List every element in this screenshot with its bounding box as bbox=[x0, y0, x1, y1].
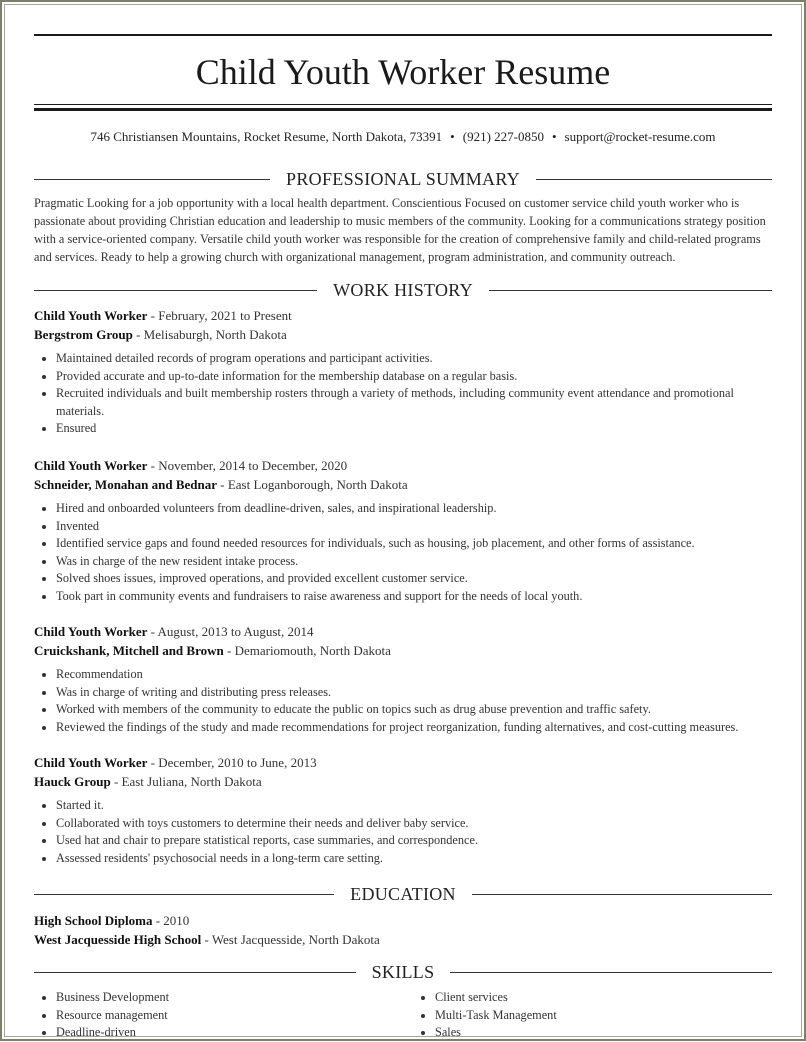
list-item: • Took part in community events and fundraisers to raise awareness and support for the needs of local youth. bbox=[56, 588, 772, 606]
divider bbox=[489, 290, 772, 291]
job-entry bbox=[34, 622, 772, 736]
job-dates: - August, 2013 to August, 2014 bbox=[147, 624, 314, 639]
job-dates: - December, 2010 to June, 2013 bbox=[147, 755, 317, 770]
contact-phone: (921) 227-0850 bbox=[462, 129, 544, 144]
list-item: • Recommendation bbox=[56, 666, 772, 684]
job-location: - East Juliana, North Dakota bbox=[110, 774, 262, 789]
list-item: • Hired and onboarded volunteers from deadline-driven, sales, and inspirational leadership. bbox=[56, 500, 772, 518]
skill-item: • Sales bbox=[435, 1024, 772, 1042]
job-title: Child Youth Worker bbox=[34, 755, 148, 770]
list-item: • Solved shoes issues, improved operations, and provided excellent customer service. bbox=[56, 570, 772, 588]
education-entry bbox=[34, 911, 772, 949]
job-title: Child Youth Worker bbox=[34, 308, 148, 323]
list-item: • Provided accurate and up-to-date information for the membership database on a regular basis. bbox=[56, 368, 772, 386]
degree: High School Diploma bbox=[34, 913, 153, 928]
job-bullets bbox=[34, 666, 772, 736]
divider bbox=[450, 972, 772, 973]
section-title: EDUCATION bbox=[350, 884, 456, 904]
section-title: SKILLS bbox=[371, 962, 435, 982]
job-entry bbox=[34, 753, 772, 867]
header-rule-thick bbox=[34, 108, 772, 111]
list-item: • Maintained detailed records of program operations and participant activities. bbox=[56, 350, 772, 368]
job-title: Child Youth Worker bbox=[34, 624, 148, 639]
job-entry bbox=[34, 456, 772, 606]
divider bbox=[34, 179, 270, 180]
list-item: • Worked with members of the community to educate the public on topics such as drug abuse prevention and traffic safety. bbox=[56, 701, 772, 719]
header-rule-top bbox=[34, 34, 772, 36]
contact-line bbox=[34, 128, 772, 146]
school-location: - West Jacquesside, North Dakota bbox=[201, 932, 380, 947]
section-heading-skills bbox=[34, 961, 772, 983]
list-item: • Used hat and chair to prepare statistical reports, case summaries, and correspondence. bbox=[56, 832, 772, 850]
skill-item: • Deadline-driven bbox=[56, 1024, 393, 1042]
list-item: • Was in charge of the new resident intake process. bbox=[56, 553, 772, 571]
skill-item: • Multi-Task Management bbox=[435, 1007, 772, 1025]
divider bbox=[34, 972, 356, 973]
divider bbox=[472, 894, 772, 895]
section-heading-education bbox=[34, 883, 772, 905]
contact-email[interactable]: support@rocket-resume.com bbox=[564, 129, 716, 144]
job-company: Cruickshank, Mitchell and Brown bbox=[34, 643, 224, 658]
job-location: - Demariomouth, North Dakota bbox=[223, 643, 391, 658]
job-entry bbox=[34, 306, 772, 438]
job-bullets bbox=[34, 500, 772, 606]
divider bbox=[34, 290, 317, 291]
list-item: • Invented bbox=[56, 518, 772, 536]
bullet-separator-icon: • bbox=[450, 129, 455, 144]
job-company: Schneider, Monahan and Bednar bbox=[34, 477, 218, 492]
skill-item: • Resource management bbox=[56, 1007, 393, 1025]
skills-column-right bbox=[413, 989, 772, 1042]
section-title: PROFESSIONAL SUMMARY bbox=[286, 169, 520, 189]
skill-item: • Client services bbox=[435, 989, 772, 1007]
job-dates: - November, 2014 to December, 2020 bbox=[147, 458, 348, 473]
contact-address: 746 Christiansen Mountains, Rocket Resume, North Dakota, 73391 bbox=[90, 129, 443, 144]
section-title: WORK HISTORY bbox=[333, 280, 473, 300]
list-item: • Assessed residents' psychosocial needs in a long-term care setting. bbox=[56, 850, 772, 868]
header-rule-thin bbox=[34, 104, 772, 105]
degree-year: - 2010 bbox=[152, 913, 190, 928]
list-item: • Recruited individuals and built membership rosters through a variety of methods, including community event attendance and promotional materials. bbox=[56, 385, 772, 420]
skills-column-left bbox=[34, 989, 393, 1042]
job-location: - Melisaburgh, North Dakota bbox=[132, 327, 287, 342]
list-item: • Ensured bbox=[56, 420, 772, 438]
skills-list bbox=[34, 989, 772, 1042]
job-bullets bbox=[34, 797, 772, 867]
list-item: • Was in charge of writing and distributing press releases. bbox=[56, 684, 772, 702]
bullet-separator-icon: • bbox=[551, 129, 557, 144]
school-name: West Jacquesside High School bbox=[34, 932, 202, 947]
summary-text: Pragmatic Looking for a job opportunity with a local health department. Conscientious Focused on customer service child youth worker who is passionate about providing Christian education and leadership to music members of the community. Looking for a communications strategy position with a service-oriented company. Versatile child youth worker was responsible for the creation of comprehensive family and child-related programs and services. Ready to help a growing church with organizational management, program administration, and community outreach. bbox=[34, 196, 766, 264]
list-item: • Reviewed the findings of the study and made recommendations for project reorganization, funding alternatives, and cost-cutting measures. bbox=[56, 719, 772, 737]
job-location: - East Loganborough, North Dakota bbox=[217, 477, 408, 492]
job-dates: - February, 2021 to Present bbox=[147, 308, 292, 323]
divider bbox=[536, 179, 772, 180]
section-heading-work bbox=[34, 279, 772, 301]
job-company: Bergstrom Group bbox=[34, 327, 133, 342]
skill-item: • Business Development bbox=[56, 989, 393, 1007]
list-item: • Started it. bbox=[56, 797, 772, 815]
section-heading-summary bbox=[34, 168, 772, 190]
divider bbox=[34, 894, 334, 895]
job-bullets bbox=[34, 350, 772, 438]
resume-title: Child Youth Worker Resume bbox=[195, 52, 611, 92]
job-title: Child Youth Worker bbox=[34, 458, 148, 473]
job-company: Hauck Group bbox=[34, 774, 111, 789]
list-item: • Collaborated with toys customers to determine their needs and deliver baby service. bbox=[56, 815, 772, 833]
list-item: • Identified service gaps and found needed resources for individuals, such as housing, job placement, and other forms of assistance. bbox=[56, 535, 772, 553]
